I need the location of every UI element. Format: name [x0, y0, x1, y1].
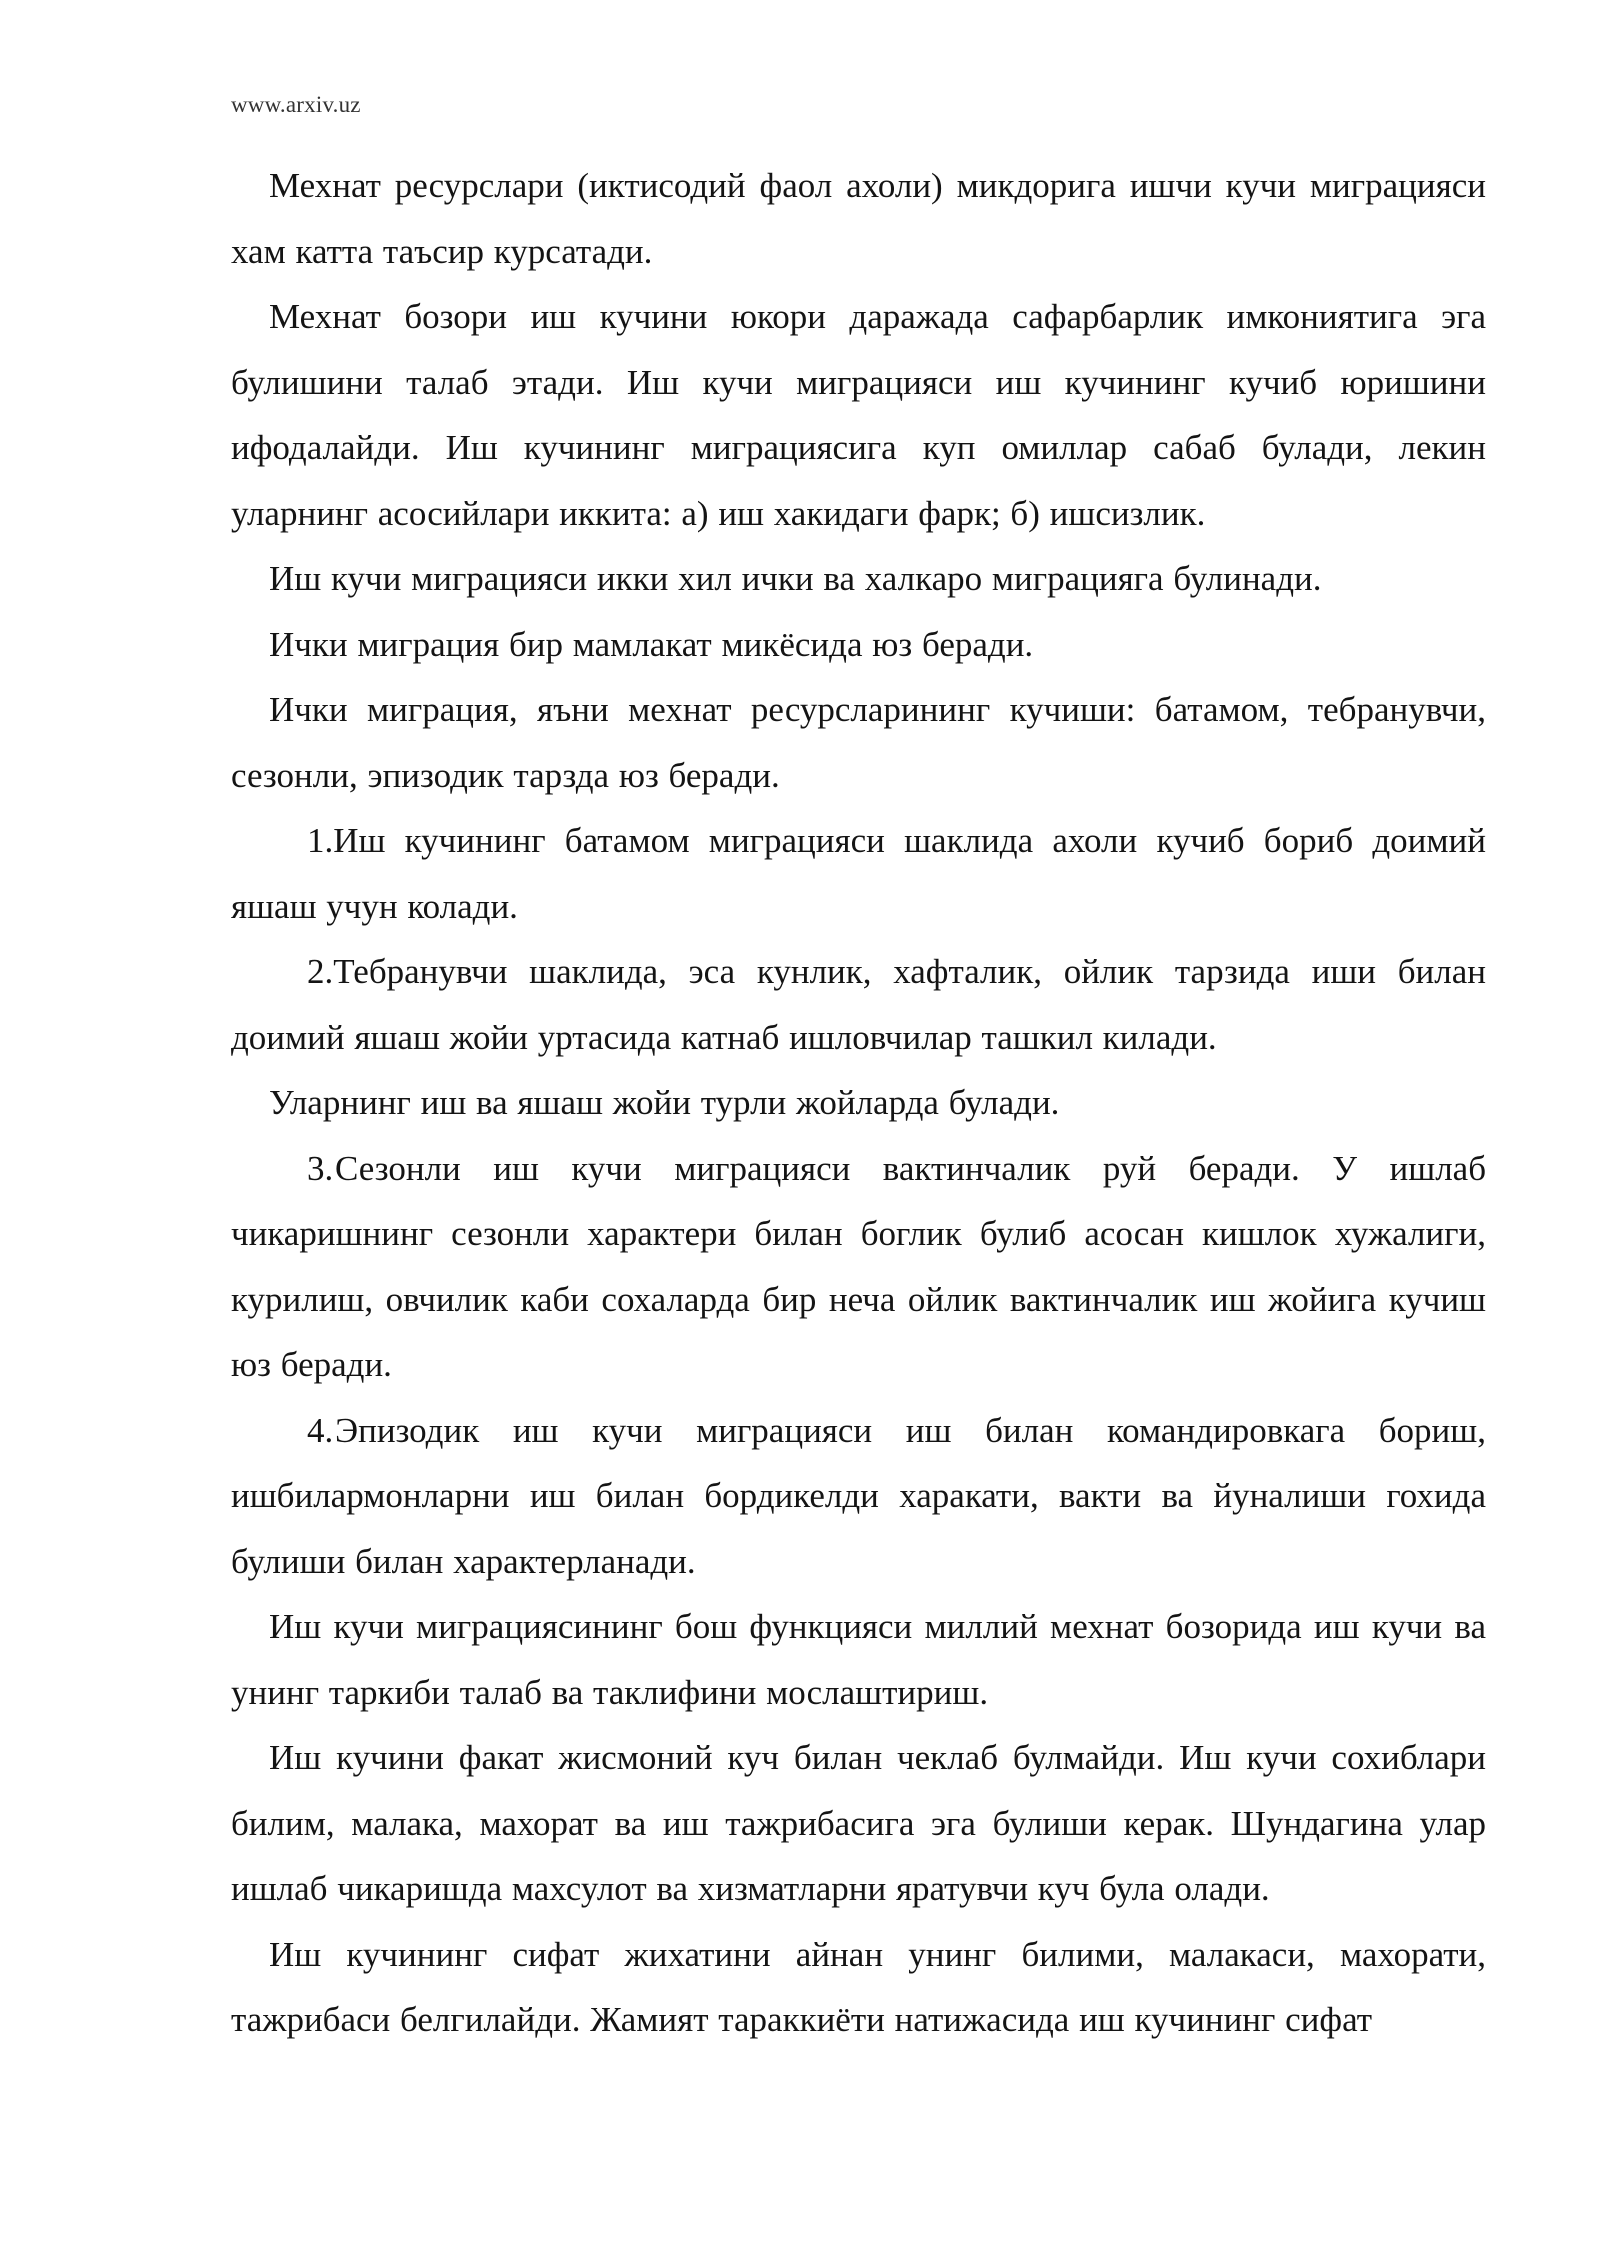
document-body — [231, 153, 1486, 2053]
paragraph: Иш кучини факат жисмоний куч билан чеклаб булмайди. Иш кучи сохиблари билим, малака, махорат ва иш тажрибасига эга булиши керак. Шундагина улар ишлаб чикаришда махсулот ва хизматларни яратувчи куч була олади. — [231, 1738, 1486, 1908]
paragraph: Иш кучи миграцияси икки хил ички ва халкаро миграцияга булинади. — [269, 559, 1322, 598]
list-number: 1. — [307, 821, 334, 860]
list-item-text: Сезонли иш кучи миграцияси вактинчалик руй беради. У ишлаб чикаришнинг сезонли характери билан боглик булиб асосан кишлок хужалиги, курилиш, овчилик каби сохаларда бир неча ойлик вактинчалик иш жойига кучиш юз беради. — [231, 1148, 1486, 1384]
list-number: 4. — [307, 1410, 334, 1450]
paragraph: Иш кучи миграциясининг бош функцияси миллий мехнат бозорида иш кучи ва унинг таркиби талаб ва таклифини мослаштириш. — [231, 1607, 1486, 1712]
list-item-text: Иш кучининг батамом миграцияси шаклида ахоли кучиб бориб доимий яшаш учун колади. — [231, 821, 1486, 926]
list-number: 3. — [307, 1148, 334, 1188]
paragraph: Мехнат ресурслари (иктисодий фаол ахоли) микдорига ишчи кучи миграцияси хам катта таъсир курсатади. — [231, 166, 1486, 271]
paragraph: Ички миграция, яъни мехнат ресурсларининг кучиши: батамом, тебранувчи, сезонли, эпизодик тарзда юз беради. — [231, 690, 1486, 795]
list-item — [231, 1398, 1486, 1595]
site-header[interactable]: www.arxiv.uz — [231, 92, 361, 117]
list-item-text: Эпизодик иш кучи миграцияси иш билан командировкага бориш, ишбилармонларни иш билан бордикелди харакати, вакти ва йуналиши гохида булиши билан характерланади. — [231, 1410, 1486, 1581]
list-item-text: Тебранувчи шаклида, эса кунлик, хафталик, ойлик тарзида иши билан доимий яшаш жойи уртасида катнаб ишловчилар ташкил килади. — [231, 952, 1486, 1057]
list-item — [231, 808, 1486, 939]
list-number: 2. — [307, 952, 334, 991]
paragraph: Мехнат бозори иш кучини юкори даражада сафарбарлик имкониятига эга булишини талаб этади. Иш кучи миграцияси иш кучининг кучиб юришини ифодалайди. Иш кучининг миграциясига куп омиллар сабаб булади, лекин уларнинг асосийлари иккита: а) иш хакидаги фарк; б) ишсизлик. — [231, 297, 1486, 533]
paragraph: Уларнинг иш ва яшаш жойи турли жойларда булади. — [269, 1083, 1060, 1122]
list-item — [231, 1136, 1486, 1398]
paragraph: Ички миграция бир мамлакат микёсида юз беради. — [269, 624, 1034, 664]
list-item — [231, 939, 1486, 1070]
paragraph: Иш кучининг сифат жихатини айнан унинг билими, малакаси, махорати, тажрибаси белгилайди. Жамият тараккиёти натижасида иш кучининг сифат — [231, 1934, 1486, 2039]
